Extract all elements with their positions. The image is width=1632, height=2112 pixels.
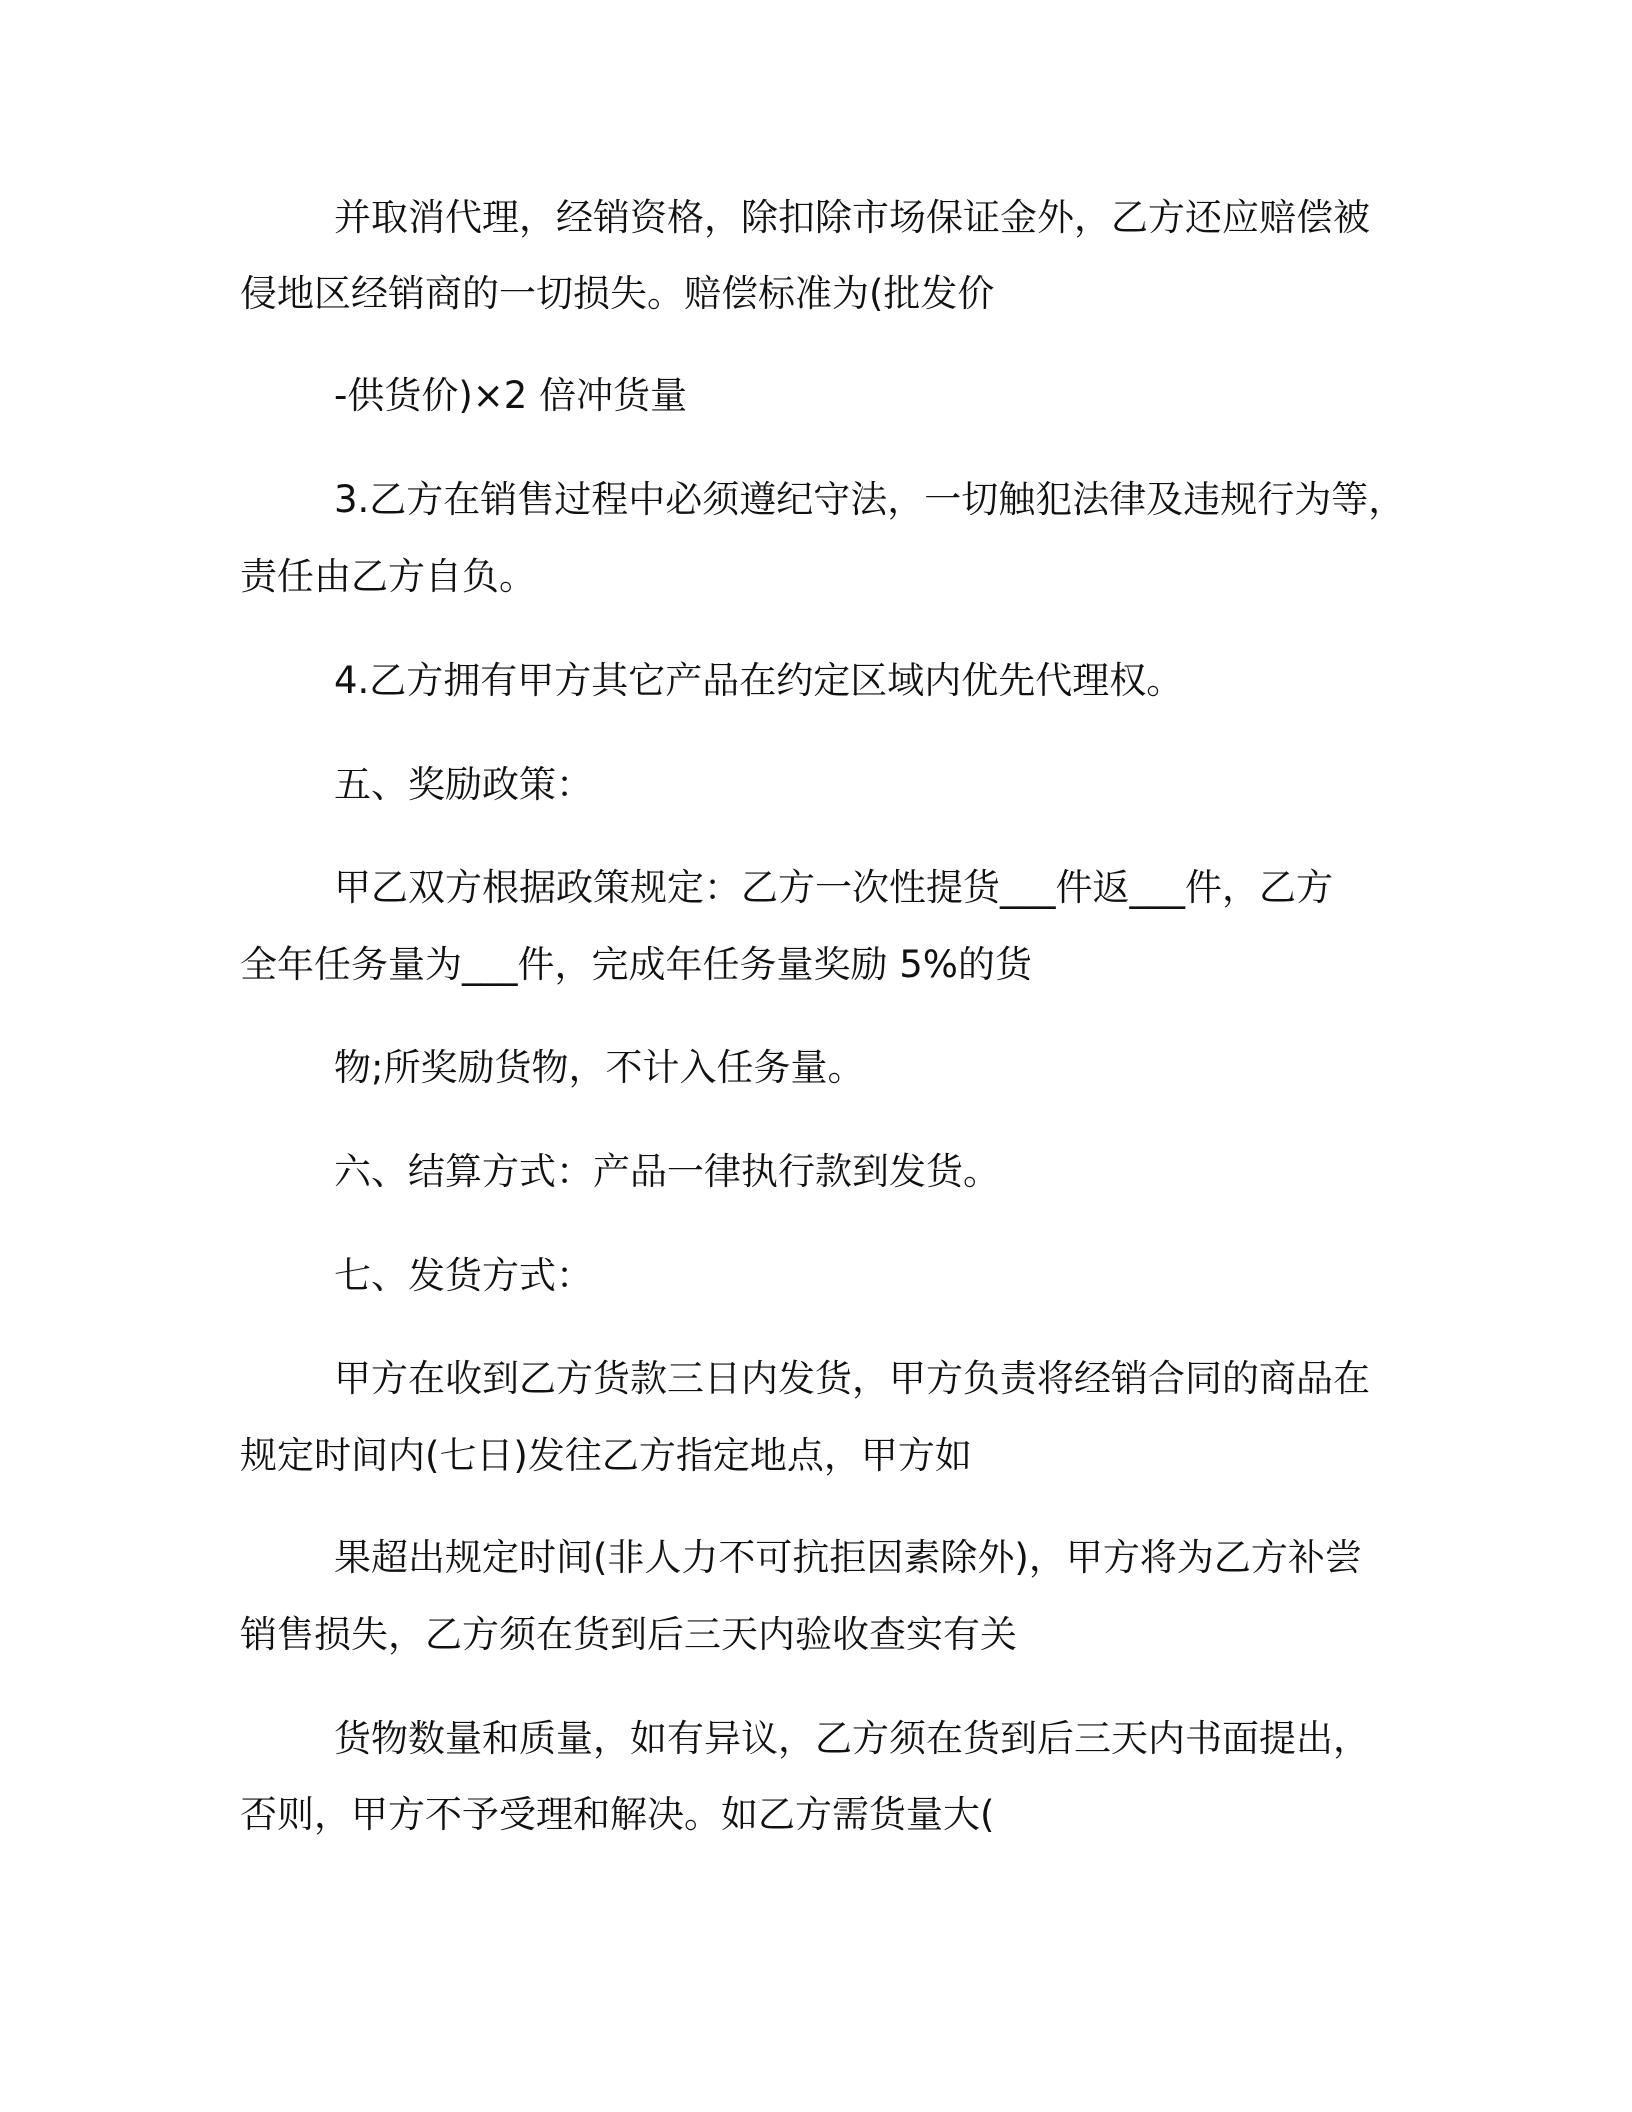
section-heading: 六、结算方式：产品一律执行款到发货。 <box>334 1150 1000 1193</box>
text-line: 果超出规定时间(非人力不可抗拒因素除外)，甲方将为乙方补尝 <box>334 1536 1362 1579</box>
text-line: 侵地区经销商的一切损失。赔偿标准为(批发价 <box>240 272 995 315</box>
text-line: 货物数量和质量，如有异议，乙方须在货到后三天内书面提出， <box>334 1717 1370 1760</box>
text-line: -供货价)×2 倍冲货量 <box>334 374 688 417</box>
text-line: 甲乙双方根据政策规定：乙方一次性提货___件返___件，乙方 <box>334 866 1333 909</box>
text-line: 规定时间内(七日)发往乙方指定地点，甲方如 <box>240 1434 972 1477</box>
section-heading: 五、奖励政策： <box>334 763 593 806</box>
text-line: 4.乙方拥有甲方其它产品在约定区域内优先代理权。 <box>334 659 1184 702</box>
text-line: 销售损失，乙方须在货到后三天内验收查实有关 <box>240 1613 1017 1656</box>
text-line: 全年任务量为___件，完成年任务量奖励 5%的货 <box>240 943 1032 986</box>
text-line: 物;所奖励货物，不计入任务量。 <box>334 1046 865 1089</box>
text-line: 否则，甲方不予受理和解决。如乙方需货量大( <box>240 1793 995 1836</box>
text-line: 甲方在收到乙方货款三日内发货，甲方负责将经销合同的商品在 <box>334 1357 1370 1400</box>
text-line: 3.乙方在销售过程中必须遵纪守法，一切触犯法律及违规行为等， <box>334 478 1406 521</box>
text-line: 责任由乙方自负。 <box>240 555 536 598</box>
text-line: 并取消代理，经销资格，除扣除市场保证金外，乙方还应赔偿被 <box>334 196 1370 239</box>
section-heading: 七、发货方式： <box>334 1254 593 1297</box>
